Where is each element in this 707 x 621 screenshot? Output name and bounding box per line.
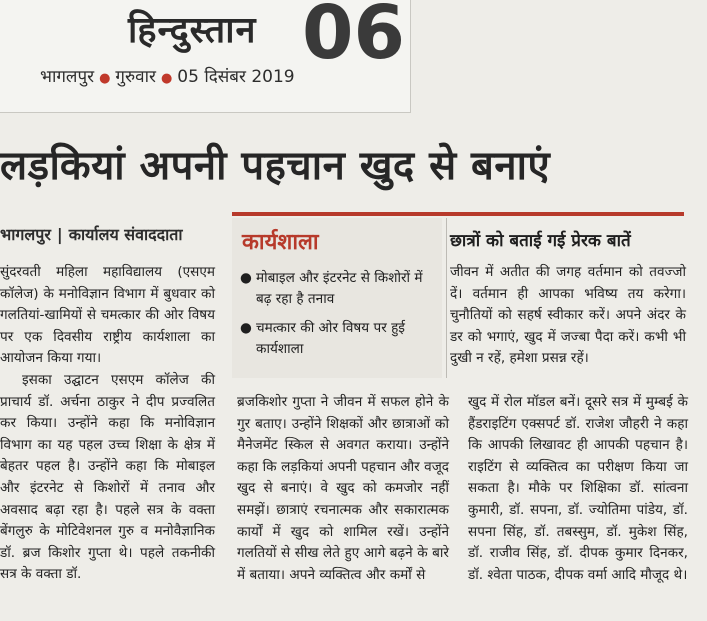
- article-column-2: [237, 392, 449, 586]
- dateline-weekday: गुरुवार: [115, 67, 156, 87]
- article-headline: लड़कियां अपनी पहचान खुद से बनाएं: [0, 143, 551, 189]
- byline: [0, 223, 183, 245]
- bullet-icon: ●: [240, 320, 252, 336]
- masthead: [0, 0, 411, 113]
- article-column-2-text: ब्रजकिशोर गुप्ता ने जीवन में सफल होने के गुर बताए। उन्होंने शिक्षकों और छात्राओं को मैनेजमेंट स्किल से अवगत कराया। उन्होंने कहा कि लड़कियां अपनी पहचान और वजूद खुद से बनाएं। वे खुद को कमजोर नहीं समझें। छात्राएं रचनात्मक और सकारात्मक कार्यों में खुद को शामिल रखें। उन्होंने गलतियों से सीख लेते हुए आगे बढ़ने के बारे में बताया। अपने व्यक्तित्व और कर्मों से: [237, 394, 449, 583]
- workshop-box-title: कार्यशाला: [242, 230, 319, 255]
- workshop-box-item: [238, 318, 438, 360]
- box-divider: [446, 218, 447, 378]
- motivation-box-title: छात्रों को बताई गई प्रेरक बातें: [450, 231, 631, 251]
- article-paragraph-2: इसका उद्घाटन एसएम कॉलेज की प्राचार्य डॉ. अर्चना ठाकुर ने दीप प्रज्वलित कर किया। उन्होंने कहा कि मनोविज्ञान विभाग का यह पहल उच्च शिक्षा के क्षेत्र में बेहतर पहल है। उन्होंने कहा कि मोबाइल और इंटरनेट से किशोरों में तनाव और अवसाद बढ़ा रहा है। पहले सत्र के वक्ता बेंगलुरु के मोटिवेशनल गुरु व मनोवैज्ञानिक डॉ. ब्रज किशोर गुप्ता थे। पहले तकनीकी सत्र के वक्ता डॉ.: [0, 371, 215, 583]
- workshop-box: [232, 218, 442, 378]
- motivation-box-text: जीवन में अतीत की जगह वर्तमान को तवज्जो दें। वर्तमान ही आपका भविष्य तय करेगा। चुनौतियों को सहर्ष स्वीकार करें। अपने अंदर के डर को भगाएं, खुद में जज्बा पैदा करें। कभी भी दुखी न रहें, हमेशा प्रसन्न रहें।: [450, 264, 686, 366]
- dateline-date: 05 दिसंबर 2019: [177, 67, 295, 87]
- article-column-3: [468, 392, 688, 586]
- article-paragraph-1: सुंदरवती महिला महाविद्यालय (एसएम कॉलेज) के मनोविज्ञान विभाग में बुधवार को गलतियां-खामियों से चमत्कार की ओर विषय पर एक दिवसीय राष्ट्रीय कार्यशाला का आयोजन किया गया।: [0, 264, 215, 367]
- byline-separator: |: [56, 225, 63, 244]
- dateline-city: भागलपुर: [40, 67, 95, 87]
- box-top-rule: [232, 212, 684, 216]
- byline-place: भागलपुर: [0, 225, 51, 244]
- workshop-box-list: [238, 268, 438, 368]
- bullet-icon: ●: [240, 270, 252, 286]
- workshop-box-item-text: चमत्कार की ओर विषय पर हुई कार्यशाला: [256, 320, 405, 357]
- newspaper-brand: हिन्दुस्तान: [128, 10, 257, 51]
- dateline: [40, 64, 295, 87]
- article-column-1: [0, 262, 215, 586]
- byline-source: कार्यालय संवाददाता: [68, 225, 183, 244]
- workshop-box-item-text: मोबाइल और इंटरनेट से किशोरों में बढ़ रहा है तनाव: [256, 270, 423, 307]
- dateline-bullet-2: ●: [160, 71, 173, 86]
- workshop-box-item: [238, 268, 438, 310]
- dateline-bullet-1: ●: [99, 71, 111, 86]
- article-column-3-text: खुद में रोल मॉडल बनें। दूसरे सत्र में मुम्बई के हैंडराइटिंग एक्सपर्ट डॉ. राजेश जौहरी ने कहा कि आपकी लिखावट ही आपकी पहचान है। राइटिंग से व्यक्तित्व का परीक्षण किया जा सकता है। मौके पर शिक्षिका डॉ. सांत्वना कुमारी, डॉ. सपना, डॉ. ज्योतिमा पांडेय, डॉ. सपना सिंह, डॉ. तबस्सुम, डॉ. मुकेश सिंह, डॉ. राजीव सिंह, डॉ. दीपक कुमार दिनकर, डॉ. श्वेता पाठक, दीपक वर्मा आदि मौजूद थे।: [468, 394, 688, 583]
- page-number: 06: [302, 0, 405, 76]
